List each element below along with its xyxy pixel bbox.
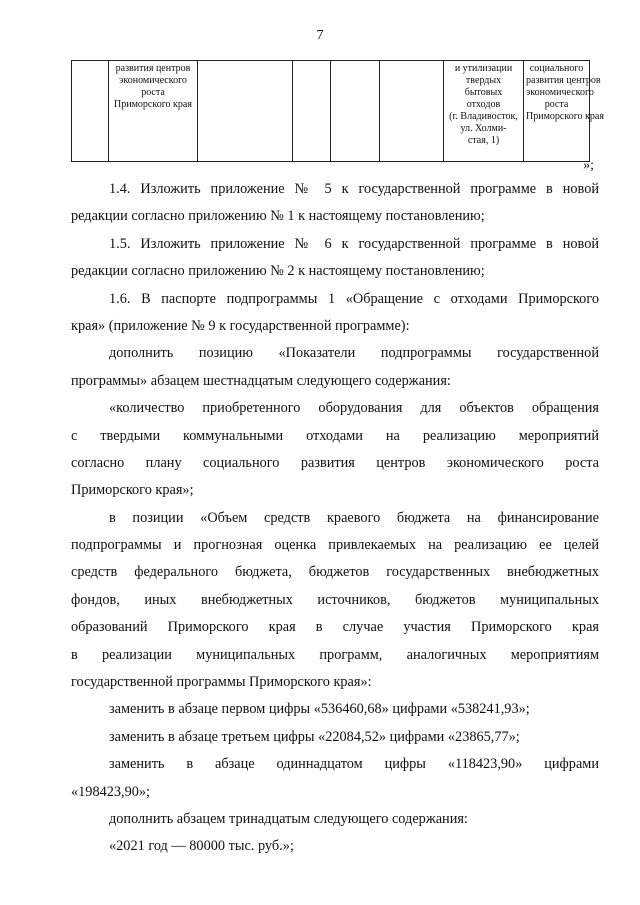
- text-line: 1.5. Изложить приложение № 6 к государственной программе в новой: [109, 235, 599, 252]
- text-line: подпрограммы и прогнозная оценка привлекаемых на реализацию ее целей: [71, 537, 599, 554]
- text-line: заменить в абзаце третьем цифры «22084,52» цифрами «23865,77»;: [109, 728, 520, 745]
- table-cell: [331, 61, 380, 162]
- continued-table: [71, 60, 604, 162]
- text-line: в реализации муниципальных программ, аналогичных мероприятиям: [71, 646, 599, 663]
- text-line: фондов, иных внебюджетных источников, бюджетов муниципальных: [71, 591, 599, 608]
- text-line: в позиции «Объем средств краевого бюджета на финансирование: [109, 509, 599, 526]
- text-line: 1.6. В паспорте подпрограммы 1 «Обращение с отходами Приморского: [109, 290, 599, 307]
- table-cell: [198, 61, 293, 162]
- text-line: «количество приобретенного оборудования для объектов обращения: [109, 400, 599, 417]
- text-line: с твердыми коммунальными отходами на реализацию мероприятий: [71, 427, 599, 444]
- paragraph-add-thirteenth: [71, 806, 599, 833]
- text-line: редакции согласно приложению № 1 к настоящему постановлению;: [71, 208, 485, 225]
- text-line: Приморского края»;: [71, 482, 194, 499]
- text-line: заменить в абзаце первом цифры «536460,68» цифрами «538241,93»;: [109, 701, 530, 718]
- table-cell: и утилизации твердых бытовых отходов (г. Владивосток, ул. Холми- стая, 1): [444, 61, 524, 162]
- table-cell: [293, 61, 331, 162]
- paragraph-quantity-quote: [71, 395, 599, 505]
- text-line: программы» абзацем шестнадцатым следующего содержания:: [71, 372, 451, 389]
- paragraph-2021-amount: [71, 833, 599, 860]
- document-body: [71, 176, 599, 861]
- page-number: 7: [316, 28, 324, 43]
- paragraph-1-6: [71, 286, 599, 341]
- text-line: края» (приложение № 9 к государственной программе):: [71, 317, 410, 334]
- text-line: «2021 год — 80000 тыс. руб.»;: [109, 838, 294, 855]
- text-line: средств федерального бюджета, бюджетов государственных внебюджетных: [71, 564, 599, 581]
- table-cell: развития центров экономического роста Приморского края: [109, 61, 198, 162]
- text-line: дополнить позицию «Показатели подпрограммы государственной: [109, 345, 599, 362]
- table-cell: социального развития центров экономического роста Приморского края: [524, 61, 590, 162]
- paragraph-replace-first: [71, 696, 599, 723]
- paragraph-1-5: [71, 231, 599, 286]
- table-row: [72, 61, 590, 162]
- paragraph-replace-eleventh: [71, 751, 599, 806]
- text-line: согласно плану социального развития центров экономического роста: [71, 454, 599, 471]
- text-line: дополнить абзацем тринадцатым следующего содержания:: [109, 810, 468, 827]
- text-line: «198423,90»;: [71, 783, 151, 800]
- text-line: государственной программы Приморского края»:: [71, 674, 372, 691]
- table-closing-quote: »;: [583, 158, 594, 173]
- paragraph-funding-position: [71, 505, 599, 697]
- table-cell: [72, 61, 109, 162]
- paragraph-add-position: [71, 340, 599, 395]
- paragraph-1-4: [71, 176, 599, 231]
- text-line: 1.4. Изложить приложение № 5 к государственной программе в новой: [109, 181, 599, 197]
- paragraph-replace-third: [71, 724, 599, 751]
- text-line: образований Приморского края в случае участия Приморского края: [71, 619, 599, 636]
- text-line: редакции согласно приложению № 2 к настоящему постановлению;: [71, 263, 485, 280]
- text-line: заменить в абзаце одиннадцатом цифры «118423,90» цифрами: [109, 756, 599, 773]
- table-cell: [380, 61, 444, 162]
